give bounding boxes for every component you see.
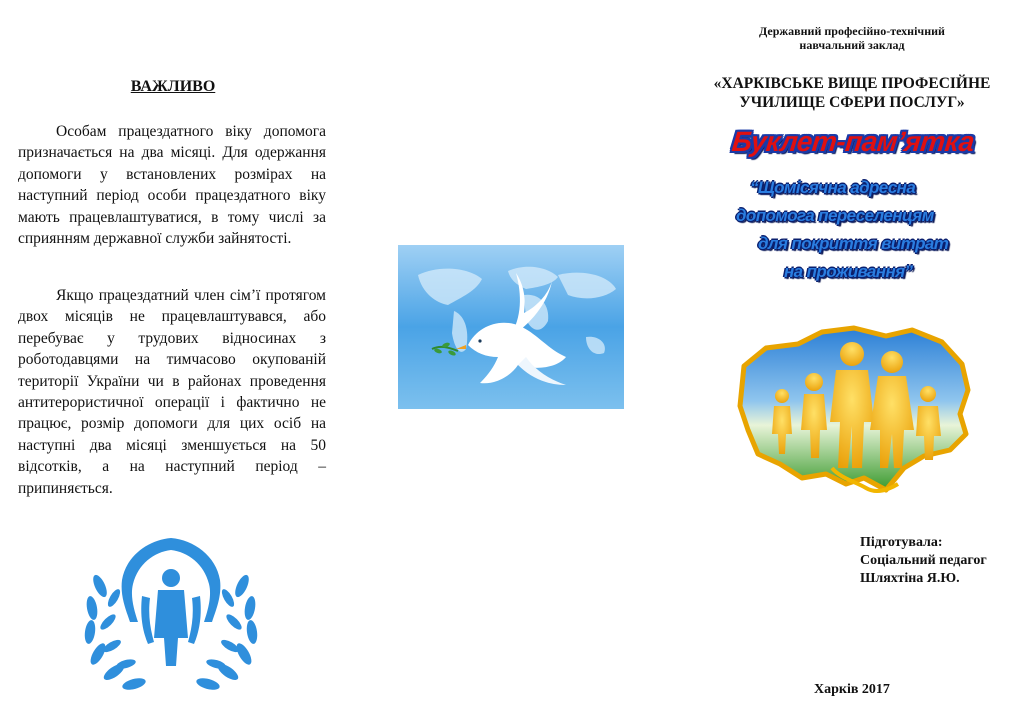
booklet-title: Буклет-пам’ятка (730, 126, 976, 157)
peace-dove-world-map-icon (398, 245, 624, 409)
paragraph-benefit-reduction: Якщо працездатний член сім’ї протягом двох місяців не працевлаштувався, або перебуває у трудових відносинах з роботодавцями на тимчасово окупованій території України чи в районах проведення антитерористичної операції і фактично не працює, розмір допомоги для цих осіб на наступні два місяці зменшується на 50 відсотків, а на наступний період – припиняється. (18, 287, 326, 497)
subtitle-line-1: “Щомісячна адресна (750, 178, 916, 197)
institution-type-line-2: навчальний заклад (799, 38, 905, 52)
paragraph-benefit-duration: Особам працездатного віку допомога призначається на два місяці. Для одержання допомоги у встановлених розмірах на наступний період особи працездатного віку мають працевлаштуватися, в тому числі за сприянням державної служби зайнятості. (18, 123, 326, 248)
left-panel (0, 0, 345, 724)
family-ukraine-map-icon (736, 318, 974, 500)
school-name-line-2: УЧИЛИЩЕ СФЕРИ ПОСЛУГ» (739, 94, 965, 111)
institution-type-line-1: Державний професійно-технічний (759, 24, 945, 38)
unhcr-emblem-icon (78, 526, 264, 698)
right-panel (680, 0, 1024, 724)
subtitle-line-3: для покриття витрат (758, 234, 949, 253)
subtitle-line-2: допомога переселенцям (736, 206, 934, 225)
school-name-line-1: «ХАРКІВСЬКЕ ВИЩЕ ПРОФЕСІЙНЕ (713, 75, 991, 92)
subtitle-line-4: на проживання” (784, 262, 913, 281)
prepared-by-label: Підготувала: (860, 535, 943, 550)
middle-panel (345, 0, 680, 724)
city-year: Харків 2017 (814, 682, 890, 697)
author-name: Шляхтіна Я.Ю. (860, 571, 960, 586)
important-heading: ВАЖЛИВО (130, 78, 216, 95)
author-role: Соціальний педагог (860, 553, 987, 568)
